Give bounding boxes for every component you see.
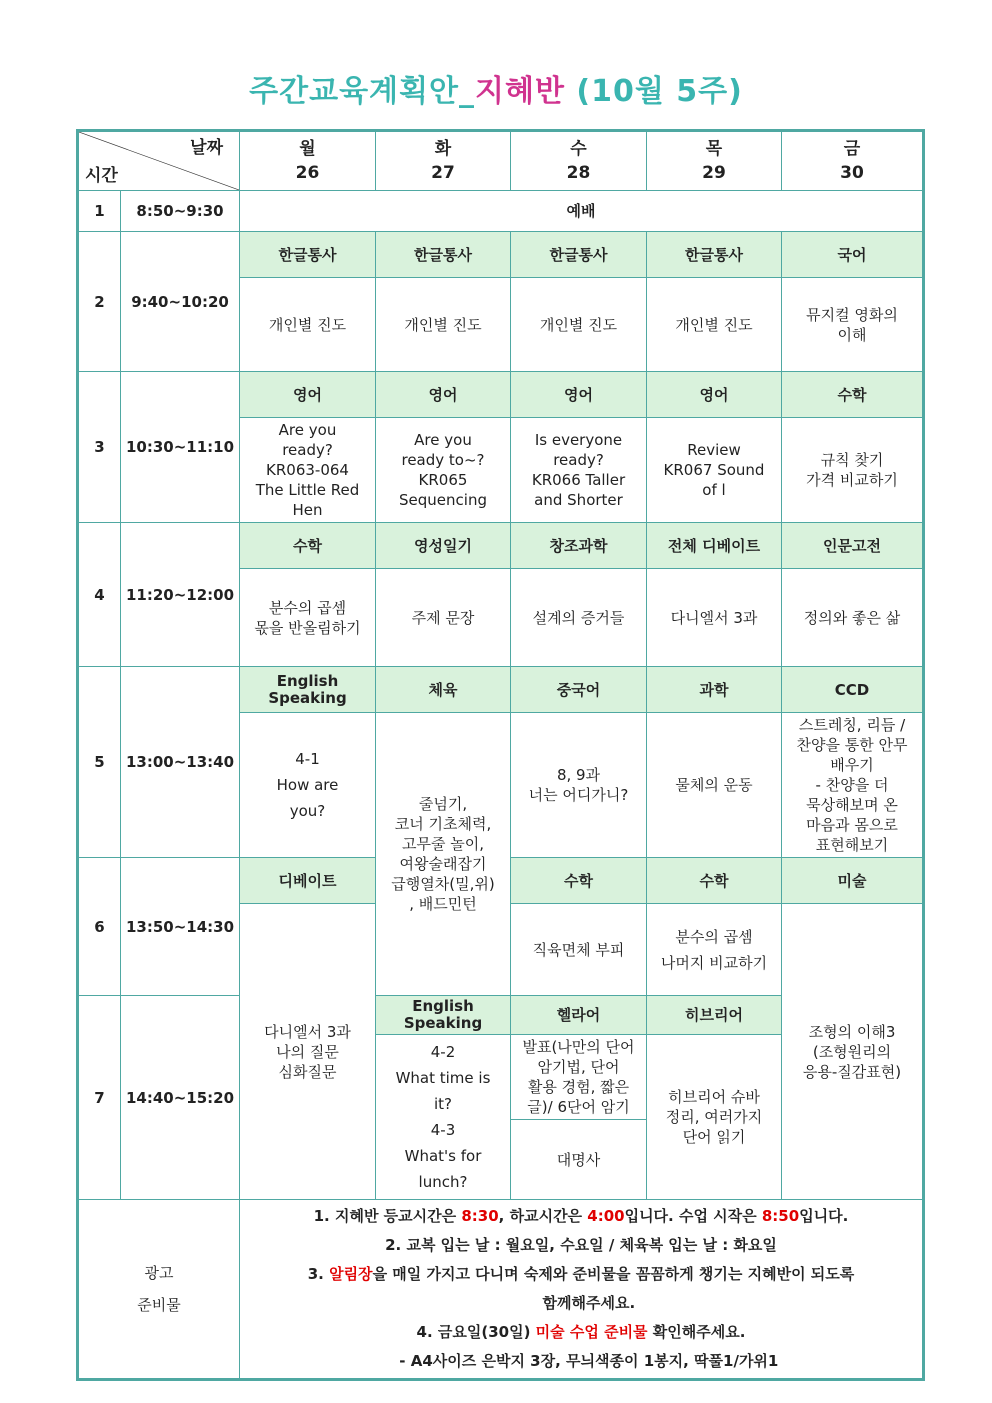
subject-cell: 히브리어 [647, 996, 782, 1035]
notebook-highlight: 알림장 [329, 1265, 373, 1283]
notice-line-4: 4. 금요일(30일) 미술 수업 준비물 확인해주세요. [416, 1323, 746, 1341]
day-date: 27 [431, 163, 455, 183]
period-1-row [78, 191, 924, 232]
content-cell: 8, 9과 너는 어디가니? [511, 713, 647, 858]
content-cell: 히브리어 슈바 정리, 여러가지 단어 읽기 [647, 1035, 782, 1200]
day-header-tue [376, 131, 511, 191]
content-cell: 4-1 How are you? [240, 713, 376, 858]
subject-cell: 중국어 [511, 667, 647, 713]
pe-content-cell: 줄넘기, 코너 기초체력, 고무줄 놀이, 여왕술래잡기 급행열차(밀,위) , 배드민턴 [376, 713, 511, 996]
title-class-name: 지혜반 [475, 74, 565, 109]
page-title [0, 66, 992, 110]
content-cell: 조형의 이해3 (조형원리의 응용-질감표현) [782, 904, 924, 1200]
period-4-subject-row [78, 523, 924, 569]
period-time: 9:40~10:20 [121, 232, 240, 372]
content-cell: 스트레칭, 리듬 / 찬양을 통한 안무 배우기 - 찬양을 더 묵상해보며 온 마음과 몸으로 표현해보기 [782, 713, 924, 858]
subject-cell: 헬라어 [511, 996, 647, 1035]
period-time: 11:20~12:00 [121, 523, 240, 667]
subject-cell: 영어 [647, 372, 782, 418]
content-cell: 규칙 찾기 가격 비교하기 [782, 418, 924, 523]
period-2-subject-row [78, 232, 924, 278]
content-cell: 분수의 곱셈 몫을 반올림하기 [240, 569, 376, 667]
content-cell: 뮤지컬 영화의 이해 [782, 278, 924, 372]
period-time: 14:40~15:20 [121, 996, 240, 1200]
day-header-fri [782, 131, 924, 191]
class-start-time: 8:50 [761, 1207, 800, 1225]
day-date: 28 [566, 163, 591, 183]
title-main: 주간교육계획안_ [249, 74, 475, 109]
subject-cell: 미술 [782, 858, 924, 904]
time-label: 시간 [85, 166, 118, 186]
notice-line-1: 1. 지혜반 등교시간은 8:30, 하교시간은 4:00입니다. 수업 시작은 8:50입니다. [313, 1207, 849, 1225]
day-header-wed [511, 131, 647, 191]
corner-header [78, 131, 240, 191]
day-header-thu [647, 131, 782, 191]
content-cell: 개인별 진도 [647, 278, 782, 372]
subject-cell: 디베이트 [240, 858, 376, 904]
content-cell: 다니엘서 3과 나의 질문 심화질문 [240, 904, 376, 1200]
date-label: 날짜 [190, 138, 223, 158]
notice-row [78, 1200, 924, 1380]
notice-line-3b: 함께해주세요. [526, 1294, 636, 1312]
content-cell: 4-2 What time is it? 4-3 What's for lunch? [376, 1035, 511, 1200]
period-number: 7 [78, 996, 121, 1200]
period-number: 4 [78, 523, 121, 667]
period-time: 13:50~14:30 [121, 858, 240, 996]
subject-cell: English Speaking [240, 667, 376, 713]
subject-cell: 인문고전 [782, 523, 924, 569]
subject-cell: 영어 [511, 372, 647, 418]
period-time: 8:50~9:30 [121, 191, 240, 232]
arrival-time: 8:30 [461, 1207, 499, 1225]
day-header-mon [240, 131, 376, 191]
art-supplies-highlight: 미술 수업 준비물 [535, 1323, 648, 1341]
content-cell: 주제 문장 [376, 569, 511, 667]
subject-cell: 영성일기 [376, 523, 511, 569]
subject-cell: 한글통사 [376, 232, 511, 278]
period-number: 2 [78, 232, 121, 372]
content-cell: 개인별 진도 [376, 278, 511, 372]
subject-cell: 수학 [240, 523, 376, 569]
dismissal-time: 4:00 [587, 1207, 625, 1225]
title-week: (10월 5주) [564, 74, 743, 109]
day-name: 수 [570, 139, 587, 159]
content-cell: 대명사 [511, 1120, 647, 1200]
content-cell: 개인별 진도 [511, 278, 647, 372]
subject-cell: 과학 [647, 667, 782, 713]
day-name: 월 [299, 139, 316, 159]
subject-cell: 국어 [782, 232, 924, 278]
subject-cell: 영어 [376, 372, 511, 418]
content-cell: 설계의 증거들 [511, 569, 647, 667]
notice-line-2: 2. 교복 입는 날 : 월요일, 수요일 / 체육복 입는 날 : 화요일 [385, 1236, 777, 1254]
notice-line-3: 3. 알림장을 매일 가지고 다니며 숙제와 준비물을 꼼꼼하게 챙기는 지혜반이 되도록 [307, 1265, 855, 1283]
subject-cell: 한글통사 [240, 232, 376, 278]
content-cell: 발표(나만의 단어 암기법, 단어 활용 경험, 짧은 글)/ 6단어 암기 [511, 1035, 647, 1120]
period-number: 3 [78, 372, 121, 523]
period-time: 10:30~11:10 [121, 372, 240, 523]
subject-cell: 한글통사 [511, 232, 647, 278]
subject-cell: 창조과학 [511, 523, 647, 569]
period-5-subject-row [78, 667, 924, 713]
subject-cell: CCD [782, 667, 924, 713]
notice-label: 광고 준비물 [78, 1200, 240, 1380]
content-cell: 직육면체 부피 [511, 904, 647, 996]
worship-cell: 예배 [240, 191, 924, 232]
content-cell: Is everyone ready? KR066 Taller and Shorter [511, 418, 647, 523]
subject-cell: 전체 디베이트 [647, 523, 782, 569]
day-name: 화 [434, 139, 452, 159]
content-cell: Are you ready? KR063-064 The Little Red Hen [240, 418, 376, 523]
notice-content [240, 1200, 924, 1380]
weekly-plan-table [76, 129, 925, 1381]
period-number: 5 [78, 667, 121, 858]
content-cell: 정의와 좋은 삶 [782, 569, 924, 667]
period-3-subject-row [78, 372, 924, 418]
subject-cell: 체육 [376, 667, 511, 713]
period-number: 1 [78, 191, 121, 232]
content-cell: 개인별 진도 [240, 278, 376, 372]
content-cell: 물체의 운동 [647, 713, 782, 858]
subject-cell: English Speaking [376, 996, 511, 1035]
subject-cell: 영어 [240, 372, 376, 418]
notice-line-5: - A4사이즈 은박지 3장, 무늬색종이 1봉지, 딱풀1/가위1 [383, 1352, 779, 1370]
subject-cell: 수학 [647, 858, 782, 904]
day-date: 29 [702, 163, 726, 183]
content-cell: Are you ready to~? KR065 Sequencing [376, 418, 511, 523]
content-cell: 분수의 곱셈 나머지 비교하기 [647, 904, 782, 996]
subject-cell: 수학 [511, 858, 647, 904]
period-time: 13:00~13:40 [121, 667, 240, 858]
header-row [78, 131, 924, 191]
subject-cell: 한글통사 [647, 232, 782, 278]
day-date: 30 [840, 163, 864, 183]
content-cell: Review KR067 Sound of l [647, 418, 782, 523]
period-number: 6 [78, 858, 121, 996]
day-date: 26 [295, 163, 320, 183]
subject-cell: 수학 [782, 372, 924, 418]
day-name: 금 [843, 139, 861, 159]
day-name: 목 [705, 139, 723, 159]
content-cell: 다니엘서 3과 [647, 569, 782, 667]
